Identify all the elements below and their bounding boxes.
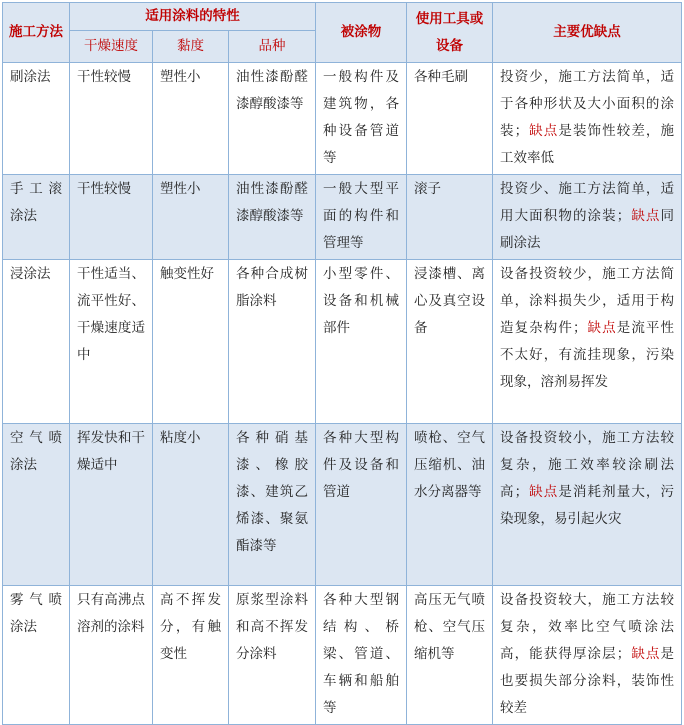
cell-object: 一般大型平面的构件和管理等 — [316, 175, 407, 260]
cons-text: 是流平性不太好，有流挂现象，污染现象，溶剂易挥发 — [500, 320, 675, 390]
cell-method: 手工滚涂法 — [3, 175, 70, 260]
cell-type: 原浆型涂料和高不挥发分涂料 — [229, 586, 316, 725]
cell-drying: 挥发快和干燥适中 — [70, 424, 153, 586]
table-row — [3, 63, 682, 175]
cell-tools: 高压无气喷枪、空气压缩机等 — [407, 586, 493, 725]
cell-object: 小型零件、设备和机械部件 — [316, 260, 407, 424]
cons-text: 是也要损失部分涂料，装饰性较差 — [500, 646, 675, 716]
cell-tools: 浸漆槽、离心及真空设备 — [407, 260, 493, 424]
cell-tools: 滚子 — [407, 175, 493, 260]
header-properties-group: 适用涂料的特性 — [70, 3, 316, 31]
cell-pros-cons — [493, 175, 682, 260]
header-method: 施工方法 — [3, 3, 70, 63]
header-object: 被涂物 — [316, 3, 407, 63]
cons-text: 同刷涂法 — [500, 208, 675, 251]
cell-drying: 干性适当、流平性好、干燥速度适中 — [70, 260, 153, 424]
cell-pros-cons — [493, 63, 682, 175]
header-viscosity: 黏度 — [153, 31, 229, 63]
cell-object: 各种大型构件及设备和管道 — [316, 424, 407, 586]
table-row — [3, 586, 682, 725]
header-tools: 使用工具或设备 — [407, 3, 493, 63]
cell-viscosity: 塑性小 — [153, 63, 229, 175]
header-drying-speed: 干燥速度 — [70, 31, 153, 63]
cell-tools: 各种毛刷 — [407, 63, 493, 175]
cons-label: 缺点 — [630, 208, 661, 224]
cell-method: 刷涂法 — [3, 63, 70, 175]
cons-label: 缺点 — [528, 123, 559, 139]
cell-drying: 干性较慢 — [70, 63, 153, 175]
pros-text: 设备投资较大，施工方法较复杂，效率比空气喷涂法高，能获得厚涂层； — [500, 592, 674, 662]
cons-text: 是消耗剂量大，污染现象，易引起火灾 — [500, 484, 675, 527]
table-row — [3, 260, 682, 424]
pros-text: 投资少、施工方法简单，适用大面积物的涂装； — [500, 181, 674, 224]
table-row — [3, 175, 682, 260]
cell-tools: 喷枪、空气压缩机、油水分离器等 — [407, 424, 493, 586]
header-row-1 — [3, 3, 682, 31]
cell-method: 空气喷涂法 — [3, 424, 70, 586]
cell-type: 油性漆酚醛漆醇酸漆等 — [229, 63, 316, 175]
cons-label: 缺点 — [528, 484, 559, 500]
cell-pros-cons — [493, 586, 682, 725]
cell-drying: 干性较慢 — [70, 175, 153, 260]
header-type: 品种 — [229, 31, 316, 63]
cell-viscosity: 塑性小 — [153, 175, 229, 260]
cell-type: 各种合成树脂涂料 — [229, 260, 316, 424]
cons-label: 缺点 — [630, 646, 661, 662]
pros-text: 设备投资较小，施工方法较复杂，施工效率较涂刷法高； — [500, 430, 674, 500]
cell-object: 一般构件及建筑物，各种设备管道等 — [316, 63, 407, 175]
cell-pros-cons — [493, 260, 682, 424]
cell-viscosity: 触变性好 — [153, 260, 229, 424]
cell-method: 雾气喷涂法 — [3, 586, 70, 725]
cell-type: 油性漆酚醛漆醇酸漆等 — [229, 175, 316, 260]
cell-viscosity: 粘度小 — [153, 424, 229, 586]
table-row — [3, 424, 682, 586]
pros-text: 投资少，施工方法简单，适于各种形状及大小面积的涂装； — [500, 69, 674, 139]
pros-text: 设备投资较少，施工方法简单，涂料损失少，适用于构造复杂构件； — [500, 266, 674, 336]
cell-method: 浸涂法 — [3, 260, 70, 424]
cell-type: 各种硝基漆、橡胶漆、建筑乙烯漆、聚氨酯漆等 — [229, 424, 316, 586]
cell-pros-cons — [493, 424, 682, 586]
coating-methods-table — [2, 2, 682, 725]
cell-viscosity: 高不挥发分，有触变性 — [153, 586, 229, 725]
cons-label: 缺点 — [586, 320, 617, 336]
cell-object: 各种大型钢结构、桥梁、管道、车辆和船舶等 — [316, 586, 407, 725]
cons-text: 是装饰性较差，施工效率低 — [500, 123, 675, 166]
header-pros-cons: 主要优缺点 — [493, 3, 682, 63]
cell-drying: 只有高沸点溶剂的涂料 — [70, 586, 153, 725]
